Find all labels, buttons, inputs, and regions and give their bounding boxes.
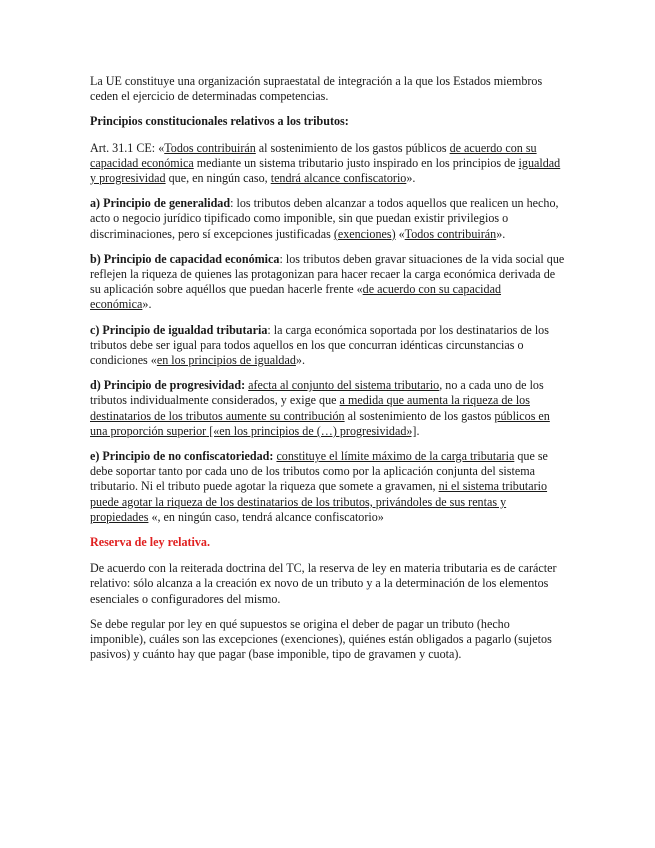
principle-a-text-1: : los tributos deben alcanzar a todos aquellos que realicen un hecho, acto o negocio jurídico tipificado como imponible, sin que puedan existir privilegios o discriminaciones, pero sí excepciones justificadas	[90, 196, 559, 241]
principle-d-text-4: .	[416, 423, 420, 438]
principle-b-underline-1: de acuerdo con su capacidad económica	[90, 282, 502, 312]
principle-b-text-2: ».	[142, 297, 152, 312]
principle-e-text-2: «, en ningún caso, tendrá alcance confiscatorio»	[148, 509, 384, 524]
principle-d-underline-2: a medida que aumenta la riqueza de los destinatarios de los tributos aumente su contribución	[90, 393, 530, 423]
principle-d-paragraph	[90, 378, 565, 439]
principle-a-text-2: «	[395, 226, 405, 241]
art-text-4: que, en ningún caso,	[165, 171, 271, 186]
art-underline-1: Todos contribuirán	[164, 140, 256, 155]
principle-a-underline-1: (exenciones)	[333, 226, 396, 241]
art-underline-3: igualdad y progresividad	[90, 155, 561, 186]
reserva-paragraph-1: De acuerdo con la reiterada doctrina del TC, la reserva de ley en materia tributaria es de carácter relativo: sólo alcanza a la creación ex novo de un tributo y a la determinación de los elementos esenciales o configuradores del mismo.	[90, 561, 557, 606]
art-text-3: mediante un sistema tributario justo inspirado en los principios de	[193, 155, 519, 170]
principles-heading: Principios constitucionales relativos a los tributos:	[90, 114, 349, 129]
principle-d-text-2: al sostenimiento de los gastos	[344, 408, 495, 423]
principle-c-text-1: : la carga económica soportada por los destinatarios de los tributos debe ser igual para todos aquellos en los que concurran idénticas circunstancias o condiciones «	[90, 322, 549, 368]
principle-e-heading: e) Principio de no confiscatoriedad:	[90, 449, 274, 464]
art-underline-2: de acuerdo con su capacidad económica	[90, 140, 537, 170]
principle-d-underline-3: públicos en una proporción superior	[90, 408, 550, 438]
principle-a-text-3: ».	[496, 226, 506, 241]
art-underline-4: tendrá alcance confiscatorio	[270, 171, 407, 186]
principle-c-text-2: ».	[295, 353, 305, 368]
principle-d-heading: d) Principio de progresividad:	[90, 378, 246, 393]
principle-c-paragraph	[90, 323, 565, 369]
reserva-heading: Reserva de ley relativa.	[90, 535, 211, 550]
principle-e-text-1: que se debe soportar tanto por cada uno de los tributos como por la aplicación conjunta del sistema tributario. Ni el tributo puede agotar la riqueza que somete a gravamen,	[90, 449, 548, 494]
principle-b-paragraph	[90, 252, 565, 313]
principle-b-text-1: : los tributos deben gravar situaciones de la vida social que reflejen la riqueza de quienes las protagonizan para hacer recaer la carga económica derivada de su aplicación sobre aquéllos que puedan hacerle frente «	[90, 251, 565, 297]
principle-c-heading: c) Principio de igualdad tributaria	[90, 322, 268, 337]
principle-a-paragraph	[90, 196, 565, 242]
art-text-1: Art. 31.1 CE: «	[90, 140, 165, 155]
principle-b-heading: b) Principio de capacidad económica	[90, 251, 280, 266]
principle-c-underline-1: en los principios de igualdad	[156, 353, 296, 368]
intro-paragraph: La UE constituye una organización supraestatal de integración a la que los Estados miembros ceden el ejercicio de determinadas competencias.	[90, 74, 543, 104]
art-text-5: ».	[406, 171, 416, 186]
principle-d-underline-1: afecta al conjunto del sistema tributario	[248, 378, 440, 393]
principle-d-text-3: [«en los principios de (…) progresividad»]	[206, 423, 417, 438]
principle-e-underline-1: constituye el límite máximo de la carga tributaria	[276, 449, 515, 464]
art-31-paragraph	[90, 141, 565, 187]
principle-e-underline-2: ni el sistema tributario puede agotar la riqueza de los destinatarios de los tributos, privándoles de sus rentas y propiedades	[90, 479, 548, 524]
reserva-paragraph-2: Se debe regular por ley en qué supuestos se origina el deber de pagar un tributo (hecho imponible), cuáles son las excepciones (exenciones), quiénes están obligados a pagarlo (sujetos pasivos) y cuánto hay que pagar (base imponible, tipo de gravamen y cuota).	[90, 616, 552, 662]
art-text-2: al sostenimiento de los gastos públicos	[255, 140, 450, 155]
principle-d-text-1: , no a cada uno de los tributos individualmente considerados, y exige que	[90, 378, 544, 408]
principle-a-heading: a) Principio de generalidad	[90, 196, 231, 211]
principle-a-underline-2: Todos contribuirán	[404, 226, 497, 241]
principle-e-paragraph	[90, 449, 565, 525]
